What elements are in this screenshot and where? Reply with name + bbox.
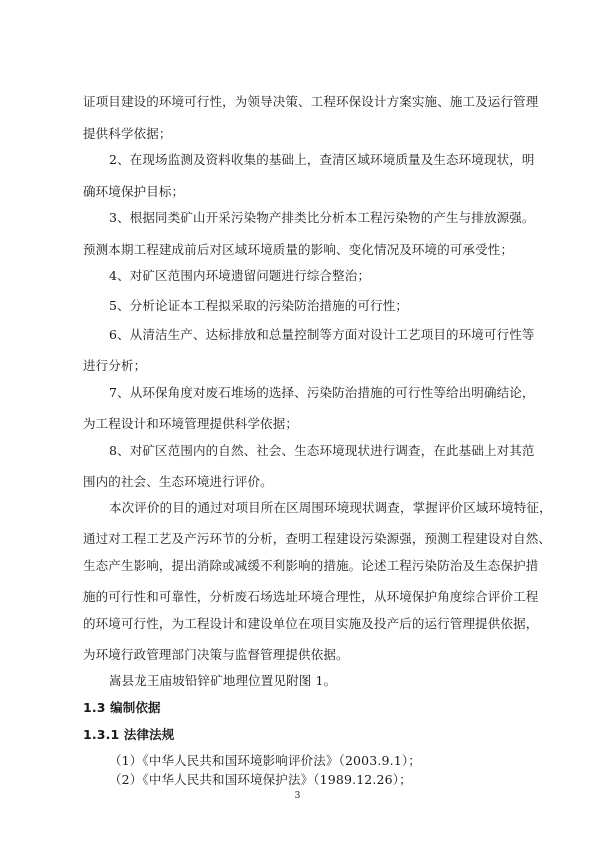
body-line: 提供科学依据； [83, 126, 172, 141]
subsection-heading: 1.3.1 法律法规 [83, 727, 175, 742]
body-line: 3、根据同类矿山开采污染物产排类比分析本工程污染物的产生与排放源强。 [109, 210, 535, 225]
body-line: 2、在现场监测及资料收集的基础上，查清区域环境质量及生态环境现状，明 [109, 152, 535, 167]
body-line: 嵩县龙王庙坡铅锌矿地理位置见附图 1。 [109, 673, 337, 688]
body-line: 进行分析； [83, 358, 147, 373]
section-heading: 1.3 编制依据 [83, 700, 161, 715]
body-line: 5、分析论证本工程拟采取的污染防治措施的可行性； [109, 298, 409, 313]
body-line: 4、对矿区范围内环境遗留问题进行综合整治； [109, 268, 371, 283]
body-line: 施的可行性和可靠性，分析废石场选址环境合理性，从环境保护角度综合评价工程 [83, 589, 539, 604]
body-line: 为环境行政管理部门决策与监督管理提供依据。 [83, 647, 349, 662]
body-line: 7、从环保角度对废石堆场的选择、污染防治措施的可行性等给出明确结论， [109, 385, 535, 400]
body-line: 确环境保护目标； [83, 184, 185, 199]
body-line: 预测本期工程建成前后对区域环境质量的影响、变化情况及环境的可承受性； [83, 242, 514, 257]
body-line: 生态产生影响，提出消除或减缓不利影响的措施。论述工程污染防治及生态保护措 [83, 558, 539, 573]
body-line: 的环境可行性，为工程设计和建设单位在项目实施及投产后的运行管理提供依据， [83, 616, 539, 631]
body-line: 8、对矿区范围内的自然、社会、生态环境现状进行调查，在此基础上对其范 [109, 443, 535, 458]
body-line: 本次评价的目的通过对项目所在区周围环境现状调查，掌握评价区域环境特征， [109, 500, 552, 515]
body-line: 通过对工程工艺及产污环节的分析，查明工程建设污染源强，预测工程建设对自然、 [83, 531, 552, 546]
body-line: 为工程设计和环境管理提供科学依据； [83, 416, 299, 431]
law-item: （1）《中华人民共和国环境影响评价法》（2003.9.1）； [109, 753, 421, 768]
body-line: 6、从清洁生产、达标排放和总量控制等方面对设计工艺项目的环境可行性等 [109, 327, 535, 342]
body-line: 围内的社会、生态环境进行评价。 [83, 474, 273, 489]
page-number: 3 [294, 791, 301, 801]
body-line: 证项目建设的环境可行性，为领导决策、工程环保设计方案实施、施工及运行管理 [83, 94, 539, 109]
law-item: （2）《中华人民共和国环境保护法》（1989.12.26）； [109, 772, 412, 787]
